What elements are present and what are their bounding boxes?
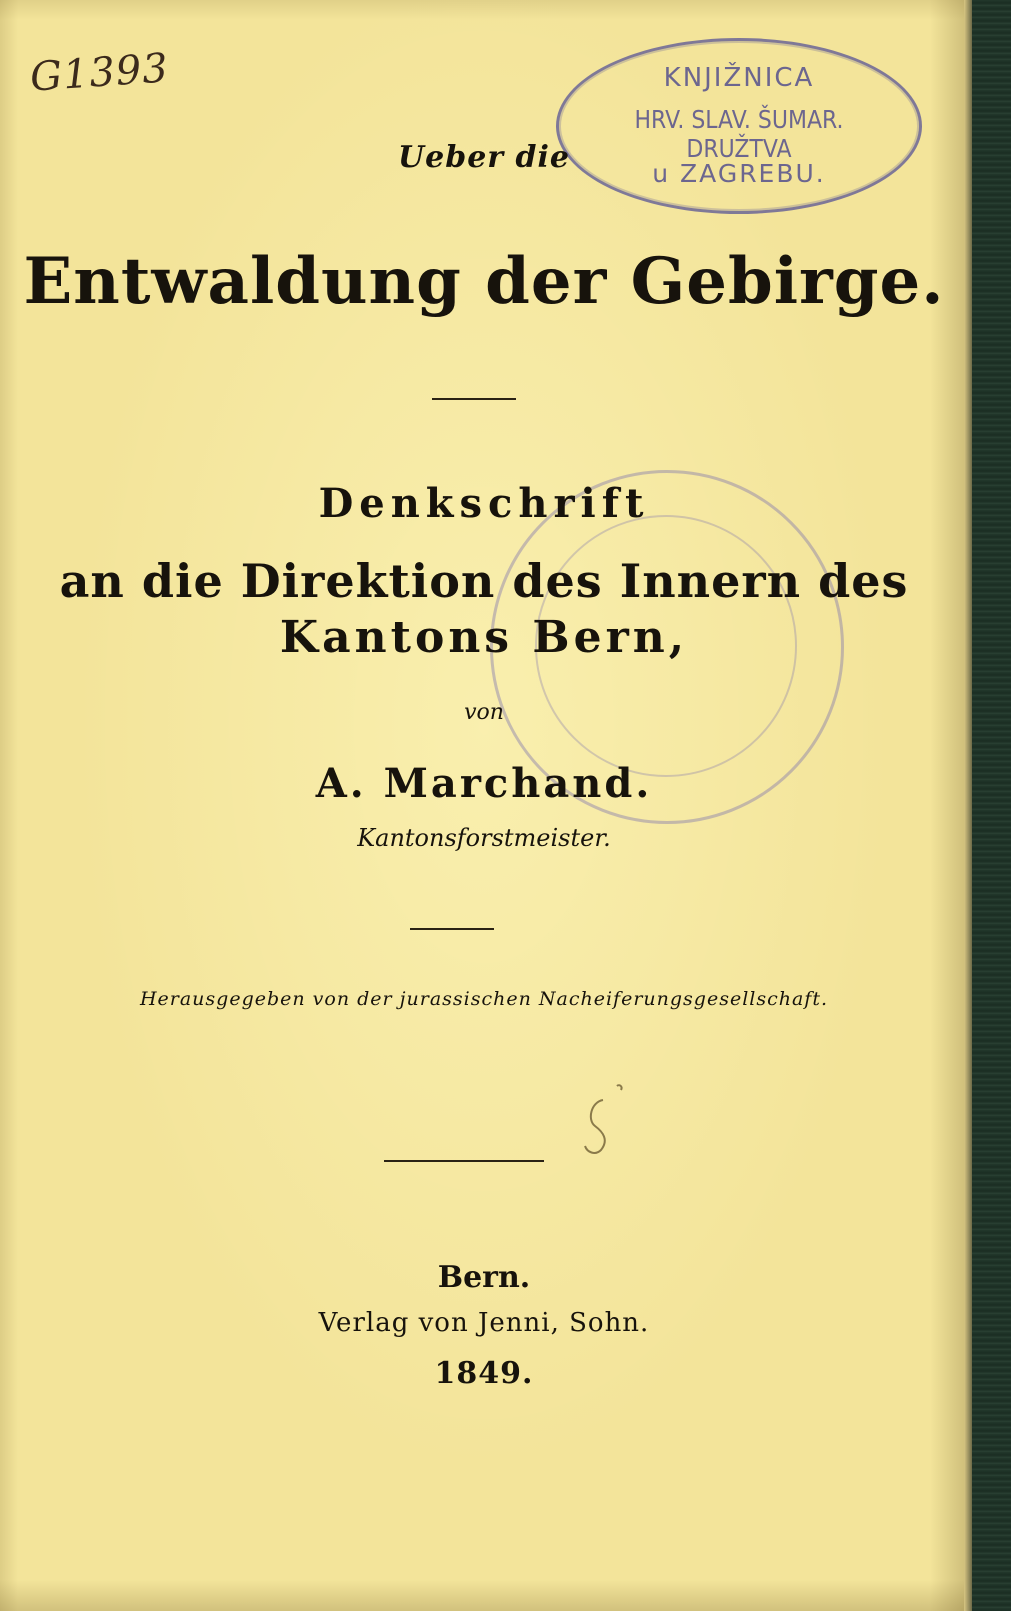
library-stamp-line-3: u ZAGREBU.: [652, 159, 826, 188]
library-stamp-line-2: HRV. SLAV. ŠUMAR. DRUŽTVA: [634, 105, 844, 163]
divider-rule: [384, 1160, 544, 1162]
author-role: Kantonsforstmeister.: [357, 824, 611, 852]
imprint-place: Bern.: [437, 1260, 531, 1295]
subtitle-line-2: an die Direktion des Innern des: [59, 554, 909, 608]
library-stamp: [556, 38, 922, 214]
divider-rule: [432, 398, 516, 400]
book-binding: [968, 0, 1011, 1611]
page-edge: [964, 0, 972, 1611]
subtitle-line-1: Denkschrift: [318, 480, 650, 527]
library-stamp-line-1: KNJIŽNICA: [663, 63, 815, 93]
imprint-publisher: Verlag von Jenni, Sohn.: [318, 1308, 650, 1338]
pencil-mark: [573, 1080, 631, 1170]
imprint-year: 1849.: [434, 1356, 534, 1391]
subtitle-line-3: Kantons Bern,: [279, 612, 689, 663]
divider-rule: [410, 928, 494, 930]
shelfmark-handwritten: G1393: [28, 45, 171, 101]
by-label: von: [464, 700, 504, 725]
editor-note: Herausgegeben von der jurassischen Nacheiferungsgesellschaft.: [139, 988, 829, 1010]
main-title: Entwaldung der Gebirge.: [23, 244, 945, 319]
pre-title: Ueber die: [397, 140, 571, 175]
author-name: A. Marchand.: [315, 760, 653, 807]
